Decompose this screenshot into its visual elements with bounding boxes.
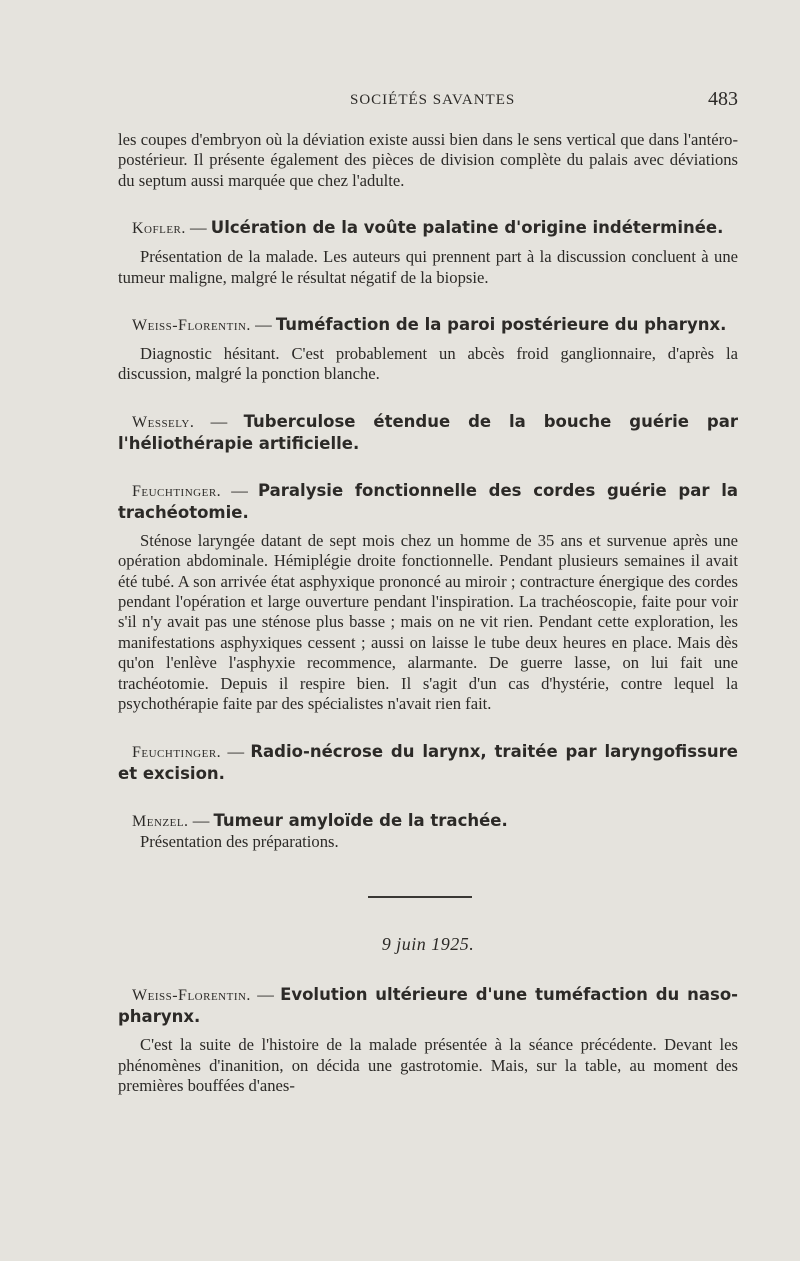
section-divider bbox=[368, 896, 472, 898]
entry-separator: — bbox=[221, 480, 258, 500]
entry-heading bbox=[118, 984, 738, 1027]
entry-body: C'est la suite de l'histoire de la malade présentée à la séance précédente. Devant les phénomènes d'inanition, on décida une gastrotomie. Mais, sur la table, au moment des premières bouffées d'anes- bbox=[118, 1035, 738, 1096]
entry-feuchtinger-paralysie bbox=[118, 480, 738, 715]
entry-body: Présentation des préparations. bbox=[140, 831, 339, 851]
page-body bbox=[118, 130, 738, 1097]
running-head: SOCIÉTÉS SAVANTES bbox=[350, 92, 516, 108]
entry-title: Ulcération de la voûte palatine d'origine indéterminée. bbox=[210, 218, 724, 238]
page-header bbox=[118, 88, 738, 118]
entry-separator: — bbox=[188, 810, 214, 830]
entry-body: Diagnostic hésitant. C'est probablement un abcès froid ganglionnaire, d'après la discussion, malgré la ponction blanche. bbox=[118, 344, 738, 384]
entry-heading bbox=[118, 810, 738, 832]
entry-heading bbox=[118, 217, 738, 239]
entry-author: Feuchtinger. bbox=[132, 743, 222, 761]
entry-separator: — bbox=[221, 741, 251, 761]
entry-title: Tuberculose étendue de la bouche guérie par l'héliothérapie artificielle. bbox=[118, 411, 739, 453]
entry-wessely bbox=[118, 411, 738, 454]
entry-heading bbox=[118, 411, 738, 454]
entry-separator: — bbox=[185, 218, 211, 238]
entry-title: Tumeur amyloïde de la trachée. bbox=[213, 810, 508, 830]
entry-separator: — bbox=[250, 315, 276, 335]
entry-author: Kofler. bbox=[132, 220, 186, 238]
entry-heading bbox=[118, 314, 738, 336]
entry-title: Tuméfaction de la paroi postérieure du pharynx. bbox=[275, 315, 727, 335]
entry-weiss-florentin-evolution bbox=[118, 984, 738, 1096]
entry-separator: — bbox=[194, 411, 244, 431]
entry-heading bbox=[118, 480, 738, 523]
entry-author: Feuchtinger. bbox=[132, 482, 222, 500]
entry-body: Présentation de la malade. Les auteurs qui prennent part à la discussion concluent à une tumeur maligne, malgré le résultat négatif de la biopsie. bbox=[118, 247, 738, 287]
entry-kofler bbox=[118, 217, 738, 288]
entry-separator: — bbox=[250, 985, 281, 1005]
entry-title: Radio-nécrose du larynx, traitée par laryngofissure et excision. bbox=[118, 741, 738, 783]
entry-body: Sténose laryngée datant de sept mois chez un homme de 35 ans et survenue après une opération abdominale. Hémiplégie droite fonctionnelle. Pendant plusieurs semaines il avait été tubé. A son arrivée état asphyxique prononcé au miroir ; contracture énergique des cordes pendant l'opération et large ouverture pendant l'inspiration. La trachéoscopie, faite pour voir s'il n'y avait pas une sténose plus basse ; mais on ne vit rien. Pendant cette exploration, les manifestations asphyxiques cessent ; aussi on laisse le tube deux heures en place. Mais dès qu'on l'enlève l'asphyxie recommence, alarmante. De guerre lasse, on lui fait une trachéotomie. Depuis il respire bien. Il s'agit d'un cas d'hystérie, contre lequel la psychothérapie faite par des spécialistes n'avait rien fait. bbox=[118, 530, 738, 714]
entry-author: Weiss-Florentin. bbox=[132, 987, 251, 1005]
entry-author: Weiss-Florentin. bbox=[132, 317, 251, 335]
entry-title: Paralysie fonctionnelle des cordes guérie par la trachéotomie. bbox=[118, 480, 738, 522]
entry-author: Menzel. bbox=[132, 812, 189, 830]
entry-weiss-florentin bbox=[118, 314, 738, 385]
entry-title: Evolution ultérieure d'une tuméfaction du naso-pharynx. bbox=[118, 985, 738, 1027]
entry-feuchtinger-radionecrose bbox=[118, 741, 738, 784]
entry-heading bbox=[118, 741, 738, 784]
entry-author: Wessely. bbox=[132, 413, 195, 431]
page-number: 483 bbox=[708, 88, 738, 110]
entry-menzel bbox=[118, 810, 738, 852]
intro-paragraph: les coupes d'embryon où la déviation existe aussi bien dans le sens vertical que dans l'antéro-postérieur. Il présente également des pièces de division complète du palais avec déviations du septum aussi marquée que chez l'adulte. bbox=[118, 130, 738, 190]
session-date: 9 juin 1925. bbox=[381, 933, 475, 954]
